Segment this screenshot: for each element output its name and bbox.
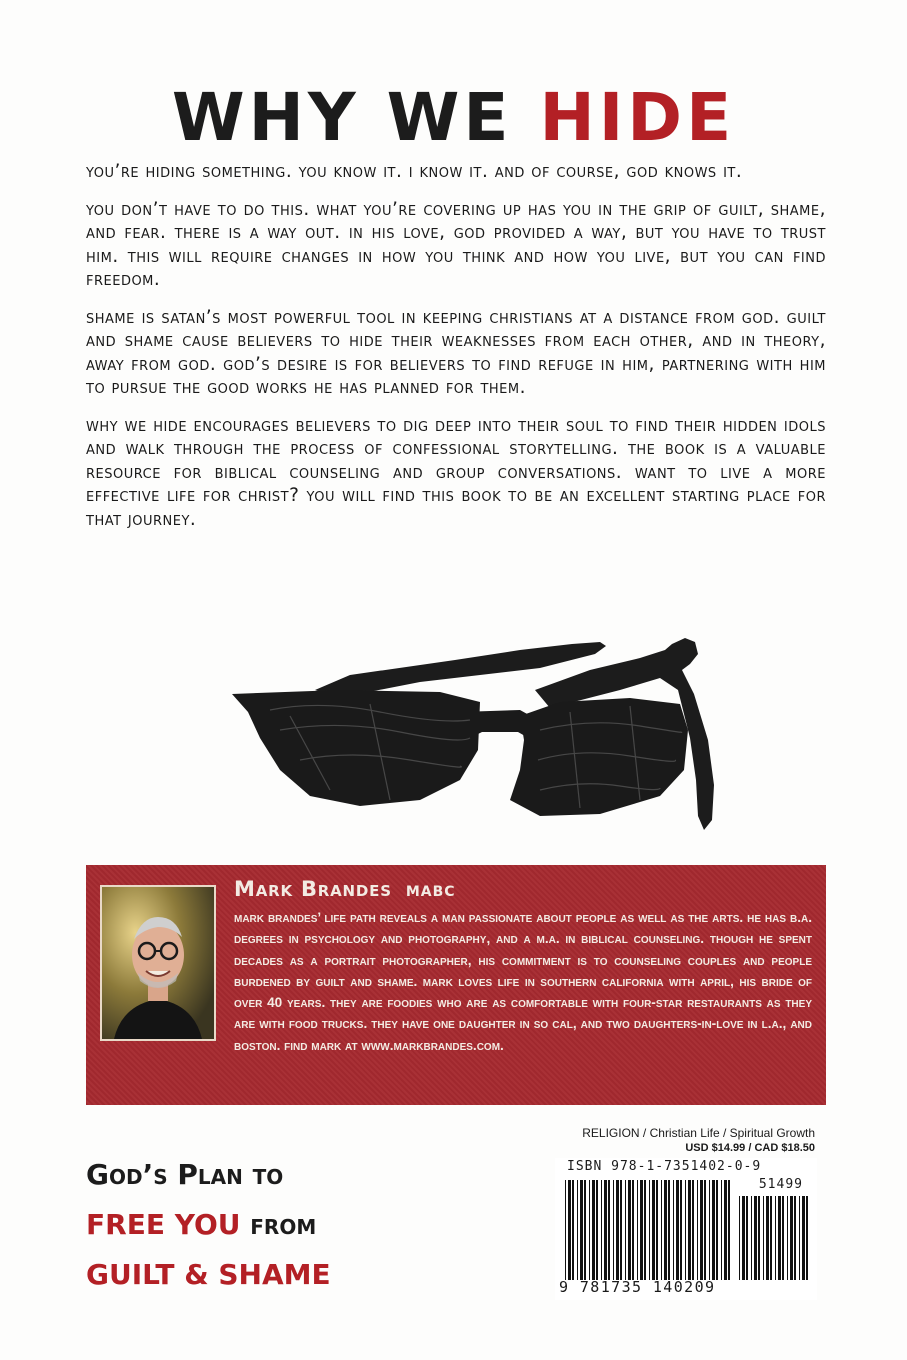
author-bio-panel — [86, 865, 826, 1105]
barcode-bar — [613, 1180, 614, 1280]
barcode-bar — [728, 1180, 730, 1280]
barcode-bar — [697, 1180, 698, 1280]
tagline-line-1: God’s Plan to — [86, 1158, 284, 1191]
back-cover-blurb — [86, 160, 826, 545]
barcode-bar — [664, 1180, 667, 1280]
barcode-bar — [692, 1180, 694, 1280]
barcode-bar — [656, 1180, 658, 1280]
barcode-bar — [709, 1180, 710, 1280]
tagline — [86, 1150, 331, 1300]
left-lens — [232, 690, 480, 806]
ean-digits: 9 781735 140209 — [559, 1278, 716, 1296]
barcode-bar — [668, 1180, 670, 1280]
retail-info — [540, 1126, 815, 1154]
barcode-bar — [700, 1180, 703, 1280]
barcode-bar — [625, 1180, 626, 1280]
barcode-bar — [758, 1196, 760, 1280]
tagline-line-2 — [86, 1200, 331, 1250]
barcode-bar — [616, 1180, 619, 1280]
barcode-bar — [712, 1180, 715, 1280]
barcode-bar — [766, 1196, 769, 1280]
barcode-bar — [685, 1180, 686, 1280]
blurb-paragraph: why we hide encourages believers to dig deep into their soul to find their hidden idols and walk through the process of confessional storytelling. the book is a valuable resource for biblical counseling and group conversations. want to live a more effective life for christ? you will find this book to be an excellent starting place for that journey. — [86, 414, 826, 530]
barcode-bar — [746, 1196, 748, 1280]
tagline-line-3: GUILT & SHAME — [86, 1258, 331, 1291]
barcode-bar — [572, 1180, 574, 1280]
barcode-bar — [604, 1180, 607, 1280]
barcode-bar — [673, 1180, 674, 1280]
author-credential: MABC — [405, 884, 456, 900]
barcode-bar — [802, 1196, 805, 1280]
barcode-area — [555, 1158, 817, 1300]
barcode-bar — [742, 1196, 745, 1280]
barcode-bar — [775, 1196, 776, 1280]
barcode-bar — [721, 1180, 722, 1280]
barcode-bar — [676, 1180, 679, 1280]
barcode-bar — [716, 1180, 718, 1280]
barcode-bar — [592, 1180, 595, 1280]
barcode-bar — [644, 1180, 646, 1280]
barcode-bar — [601, 1180, 602, 1280]
barcode-bar — [754, 1196, 757, 1280]
barcode-bar — [770, 1196, 772, 1280]
barcode-bar — [794, 1196, 796, 1280]
barcode-bar — [680, 1180, 682, 1280]
barcode-bar — [608, 1180, 610, 1280]
barcode-bar — [661, 1180, 662, 1280]
barcode-bar — [790, 1196, 793, 1280]
ean-barcode — [565, 1180, 731, 1280]
price-addon-barcode — [739, 1196, 809, 1280]
barcode-bar — [739, 1196, 740, 1280]
barcode-bar — [568, 1180, 571, 1280]
barcode-bar — [580, 1180, 583, 1280]
title-part-black: WHY WE — [171, 79, 540, 156]
author-name — [234, 877, 456, 901]
book-title — [0, 78, 907, 158]
tagline-from: from — [250, 1208, 317, 1241]
barcode-bar — [632, 1180, 634, 1280]
barcode-bar — [799, 1196, 800, 1280]
right-lens — [510, 698, 688, 816]
blurb-paragraph: you don’t have to do this. what you’re covering up has you in the grip of guilt, shame, and fear. there is a way out. in his love, god provided a way, but you have to trust him. this will require changes in how you think and how you live, but you can find freedom. — [86, 198, 826, 290]
barcode-bar — [704, 1180, 706, 1280]
barcode-bar — [628, 1180, 631, 1280]
barcode-bar — [806, 1196, 808, 1280]
price-label: USD $14.99 / CAD $18.50 — [685, 1142, 815, 1154]
barcode-bar — [596, 1180, 598, 1280]
barcode-bar — [787, 1196, 788, 1280]
barcode-bar — [763, 1196, 764, 1280]
barcode-bar — [620, 1180, 622, 1280]
author-photo — [100, 885, 216, 1041]
author-bio-text: mark brandes’ life path reveals a man passionate about people as well as the arts. he has b.a. degrees in psychology and photography, and a m.a. in biblical counseling. though he spent decades as a portrait photographer, his commitment is to counseling couples and people burdened by guilt and shame. mark loves life in southern california with april, his bride of over 40 years. they are foodies who are as comfortable with four-star restaurants as they are with food trucks. they have one daughter in so cal, and two daughters-in-love in l.a., and boston. find mark at www.markbrandes.com. — [234, 910, 812, 1053]
barcode-bar — [637, 1180, 638, 1280]
barcode-bar — [778, 1196, 781, 1280]
author-name-text: Mark Brandes — [234, 877, 392, 901]
barcode-bar — [589, 1180, 590, 1280]
blurb-paragraph: you’re hiding something. you know it. i know it. and of course, god knows it. — [86, 161, 743, 182]
barcode-bar — [751, 1196, 752, 1280]
price-code-text: 51499 — [758, 1177, 803, 1192]
blurb-paragraph: shame is satan’s most powerful tool in keeping christians at a distance from god. guilt and shame cause believers to hide their weaknesses from each other, and in theory, away from god. god’s desire is for believers to find refuge in him, partnering with him to pursue the good works he has planned for them. — [86, 306, 826, 398]
barcode-bar — [782, 1196, 784, 1280]
title-part-red: HIDE — [539, 79, 736, 156]
tagline-free-you: FREE YOU — [86, 1208, 241, 1241]
barcode-bar — [649, 1180, 650, 1280]
barcode-bar — [688, 1180, 691, 1280]
isbn-text: ISBN 978-1-7351402-0-9 — [567, 1159, 762, 1174]
barcode-bar — [640, 1180, 643, 1280]
barcode-bar — [577, 1180, 578, 1280]
barcode-bar — [724, 1180, 727, 1280]
barcode-bar — [584, 1180, 586, 1280]
bisac-category: RELIGION / Christian Life / Spiritual Growth — [582, 1126, 815, 1140]
barcode-bar — [565, 1180, 566, 1280]
sunglasses-illustration — [220, 620, 720, 850]
barcode-bar — [652, 1180, 655, 1280]
